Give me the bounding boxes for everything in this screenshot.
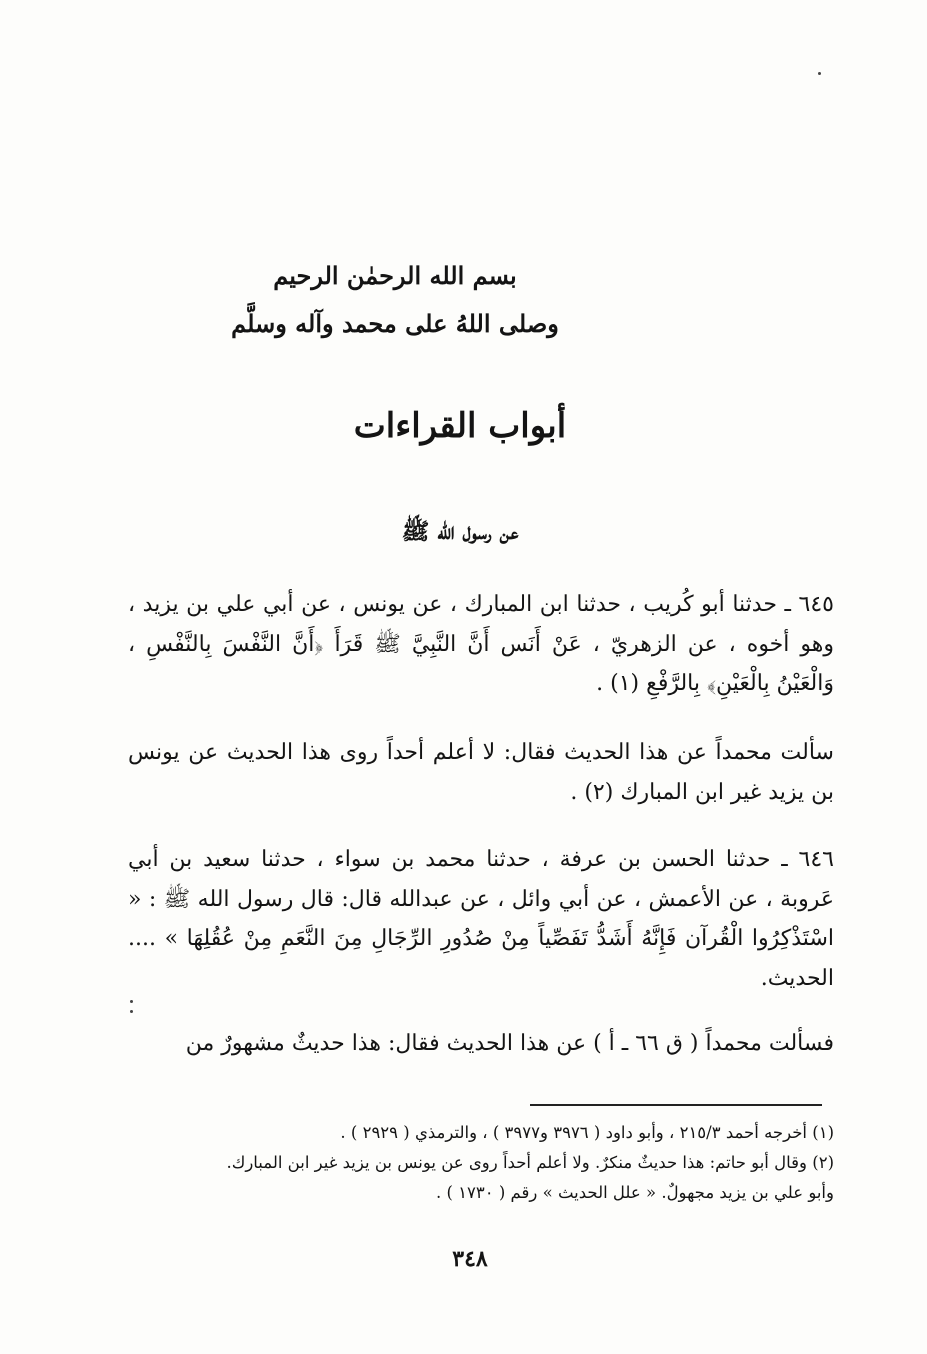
salawat-line: وصلى اللهُ على محمد وآله وسلَّم bbox=[231, 309, 559, 338]
hadith-645-text: ٦٤٥ ـ حدثنا أبو كُريب ، حدثنا ابن المبارك ، عن يونس ، عن أبي علي بن يزيد ، وهو أخوه ، عن الزهريّ ، عَنْ أَنَس أَنَّ النَّبِيَّ ﷺ قَرَأَ ﴿أَنَّ النَّفْسَ بِالنَّفْسِ ، وَالْعَيْنُ بِالْعَيْنِ﴾ بِالرَّفْعِ (١) . bbox=[128, 592, 834, 696]
footnote-2-continuation: وأبو علي بن يزيد مجهولٌ. « علل الحديث » رقم ( ١٧٣٠ ) . bbox=[436, 1183, 834, 1202]
hadith-645-comment-block bbox=[128, 733, 834, 812]
scan-speck bbox=[130, 1010, 133, 1013]
hadith-646-text: ٦٤٦ ـ حدثنا الحسن بن عرفة ، حدثنا محمد بن سواء ، حدثنا سعيد بن أبي عَروبة ، عن الأعمش ، عن أبي وائل ، عن عبدالله قال: قال رسول الله ﷺ : « اسْتَذْكِرُوا الْقُرآن فَإِنَّهُ أَشَدُّ تَفَصِّياً مِنْ صُدُورِ الرِّجَالِ مِنَ النَّعَمِ مِنْ عُقُلِهَا » .... الحديث. bbox=[128, 847, 834, 991]
hadith-645-comment: سألت محمداً عن هذا الحديث فقال: لا أعلم أحداً روى هذا الحديث عن يونس بن يزيد غير ابن المبارك (٢) . bbox=[128, 740, 834, 805]
basmala-header bbox=[200, 252, 680, 348]
scan-speck bbox=[818, 72, 821, 75]
hadith-646-block bbox=[128, 840, 834, 998]
hadith-645-block bbox=[128, 585, 834, 704]
hadith-646-comment-block bbox=[128, 1024, 834, 1064]
footnotes bbox=[128, 1118, 834, 1208]
footnote-2: (٢) وقال أبو حاتم: هذا حديثٌ منكرٌ. ولا أعلم أحداً روى عن يونس بن يزيد غير ابن المبارك. bbox=[226, 1153, 834, 1172]
hadith-646-comment: فسألت محمداً ( ق ٦٦ ـ أ ) عن هذا الحديث فقال: هذا حديثٌ مشهورٌ من bbox=[185, 1031, 834, 1056]
basmala-line: بسم الله الرحمٰن الرحيم bbox=[273, 261, 517, 290]
chapter-title: أبواب القراءات bbox=[353, 406, 567, 446]
page-number: ٣٤٨ bbox=[452, 1246, 488, 1272]
footnote-separator bbox=[530, 1104, 822, 1106]
section-subheading: عن رسول الله ﷺ bbox=[401, 518, 519, 545]
footnote-1: (١) أخرجه أحمد ٢١٥/٣ ، وأبو داود ( ٣٩٧٦ و٣٩٧٧ ) ، والترمذي ( ٢٩٢٩ ) . bbox=[340, 1123, 834, 1142]
scan-speck bbox=[130, 1000, 133, 1003]
